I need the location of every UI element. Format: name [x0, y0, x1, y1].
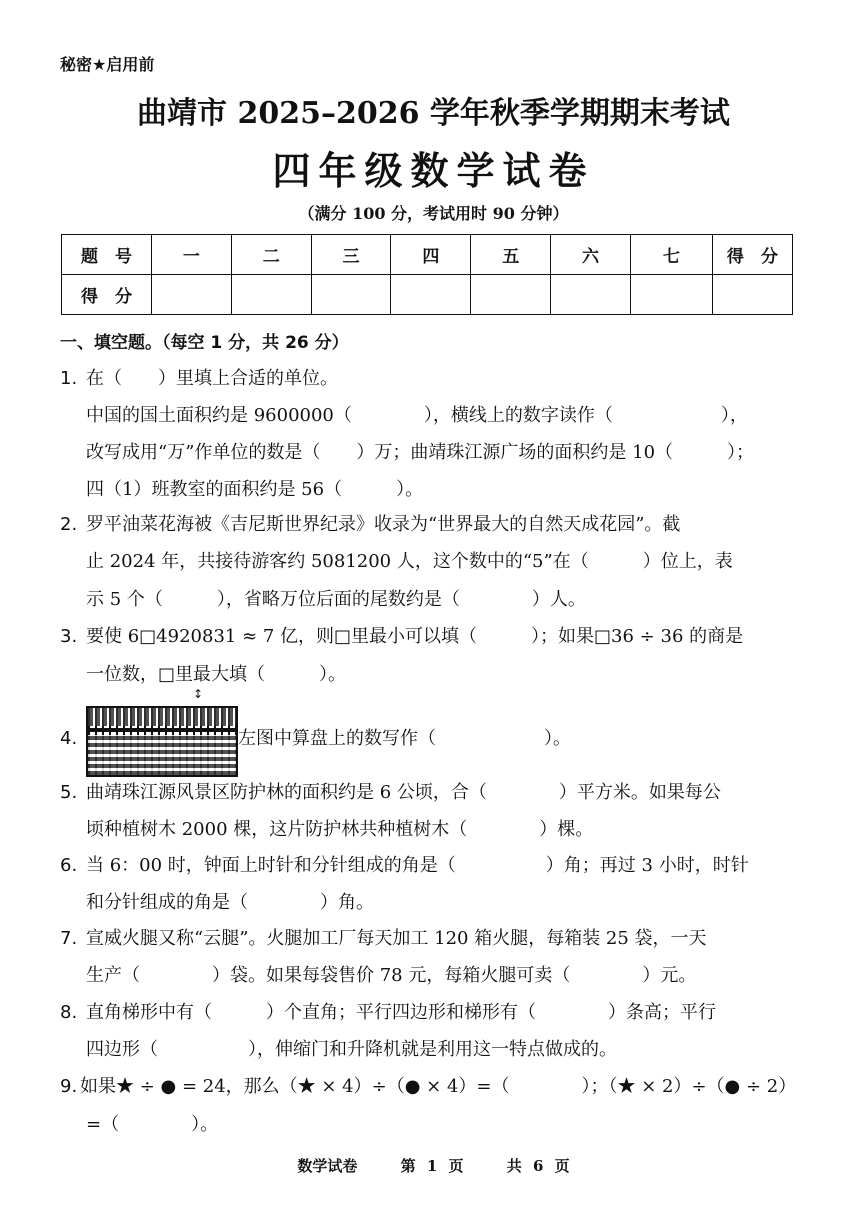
question-line: 四（1）班教室的面积约是 56（ ）。 — [86, 479, 424, 500]
question-number: 8. — [60, 1002, 78, 1023]
score-header-cell: 五 — [471, 235, 551, 275]
section-heading: 一、填空题。（每空 1 分，共 26 分） — [60, 333, 349, 353]
question-line: 左图中算盘上的数写作（ ）。 — [238, 728, 571, 749]
question-number: 7. — [60, 928, 78, 949]
score-header-cell: 得 分 — [712, 235, 792, 275]
exam-title: 曲靖市 2025–2026 学年秋季学期期末考试 — [137, 96, 730, 131]
page-footer — [0, 1155, 867, 1176]
question-number: 2. — [60, 514, 78, 535]
question-line: 四边形（ ），伸缩门和升降机就是利用这一特点做成的。 — [86, 1039, 617, 1060]
score-header-cell: 四 — [391, 235, 471, 275]
question-line: 中国的国土面积约是 9600000（ ），横线上的数字读作（ ）， — [86, 405, 748, 426]
score-cell[interactable] — [712, 275, 792, 315]
score-header-cell: 三 — [311, 235, 391, 275]
question-line: 生产（ ）袋。如果每袋售价 78 元，每箱火腿可卖（ ）元。 — [86, 965, 697, 986]
question-line: 在（ ）里填上合适的单位。 — [86, 368, 338, 389]
question-number: 9. — [60, 1076, 78, 1097]
question-number: 3. — [60, 626, 78, 647]
question-number: 5. — [60, 782, 78, 803]
score-cell[interactable] — [391, 275, 471, 315]
question-line: 改写成用“万”作单位的数是（ ）万；曲靖珠江源广场的面积约是 10（ ）； — [86, 442, 755, 463]
score-row-label: 得 分 — [62, 275, 152, 315]
score-cell[interactable] — [551, 275, 631, 315]
arrow-icon: ↕ — [193, 687, 204, 701]
score-cell[interactable] — [471, 275, 551, 315]
exam-subtitle: （满分 100 分，考试用时 90 分钟） — [298, 204, 569, 223]
question-line: 如果★ ÷ ● = 24，那么（★ × 4）÷（● × 4）=（ ）；（★ × 2）÷（● ÷ 2） — [80, 1076, 797, 1097]
score-table-score-row — [62, 275, 793, 315]
score-table — [61, 234, 793, 315]
question-line: 止 2024 年，共接待游客约 5081200 人，这个数中的“5”在（ ）位上，表 — [86, 551, 733, 572]
question-line: =（ ）。 — [86, 1114, 219, 1135]
footer-total-pages: 共 6 页 — [506, 1157, 570, 1175]
question-line: 要使 6□4920831 ≈ 7 亿，则□里最小可以填（ ）；如果□36 ÷ 36 的商是 — [86, 626, 744, 647]
score-header-cell: 一 — [151, 235, 231, 275]
paper-title: 四年级数学试卷 — [272, 149, 595, 193]
question-line: 罗平油菜花海被《吉尼斯世界纪录》收录为“世界最大的自然天成花园”。截 — [86, 514, 681, 535]
question-line: 宣威火腿又称“云腿”。火腿加工厂每天加工 120 箱火腿，每箱装 25 袋，一天 — [86, 928, 707, 949]
question-line: 和分针组成的角是（ ）角。 — [86, 892, 374, 913]
question-number: 1. — [60, 368, 78, 389]
question-number: 6. — [60, 855, 78, 876]
score-header-cell: 题 号 — [62, 235, 152, 275]
score-header-cell: 二 — [231, 235, 311, 275]
score-cell[interactable] — [630, 275, 712, 315]
score-header-cell: 七 — [630, 235, 712, 275]
question-number: 4. — [60, 728, 78, 749]
question-line: 直角梯形中有（ ）个直角；平行四边形和梯形有（ ）条高；平行 — [86, 1002, 716, 1023]
question-line: 一位数，□里最大填（ ）。 — [86, 664, 347, 685]
footer-page-number: 第 1 页 — [400, 1157, 464, 1175]
score-cell[interactable] — [231, 275, 311, 315]
abacus-image — [86, 706, 238, 777]
question-line: 当 6：00 时，钟面上时针和分针组成的角是（ ）角；再过 3 小时，时针 — [86, 855, 749, 876]
score-cell[interactable] — [151, 275, 231, 315]
question-line: 顷种植树木 2000 棵，这片防护林共种植树木（ ）棵。 — [86, 819, 594, 840]
score-header-cell: 六 — [551, 235, 631, 275]
question-line: 曲靖珠江源风景区防护林的面积约是 6 公顷，合（ ）平方米。如果每公 — [86, 782, 721, 803]
score-cell[interactable] — [311, 275, 391, 315]
footer-subject: 数学试卷 — [297, 1157, 358, 1175]
question-line: 示 5 个（ ），省略万位后面的尾数约是（ ）人。 — [86, 589, 586, 610]
score-table-header-row — [62, 235, 793, 275]
confidential-mark: 秘密★启用前 — [60, 55, 155, 74]
